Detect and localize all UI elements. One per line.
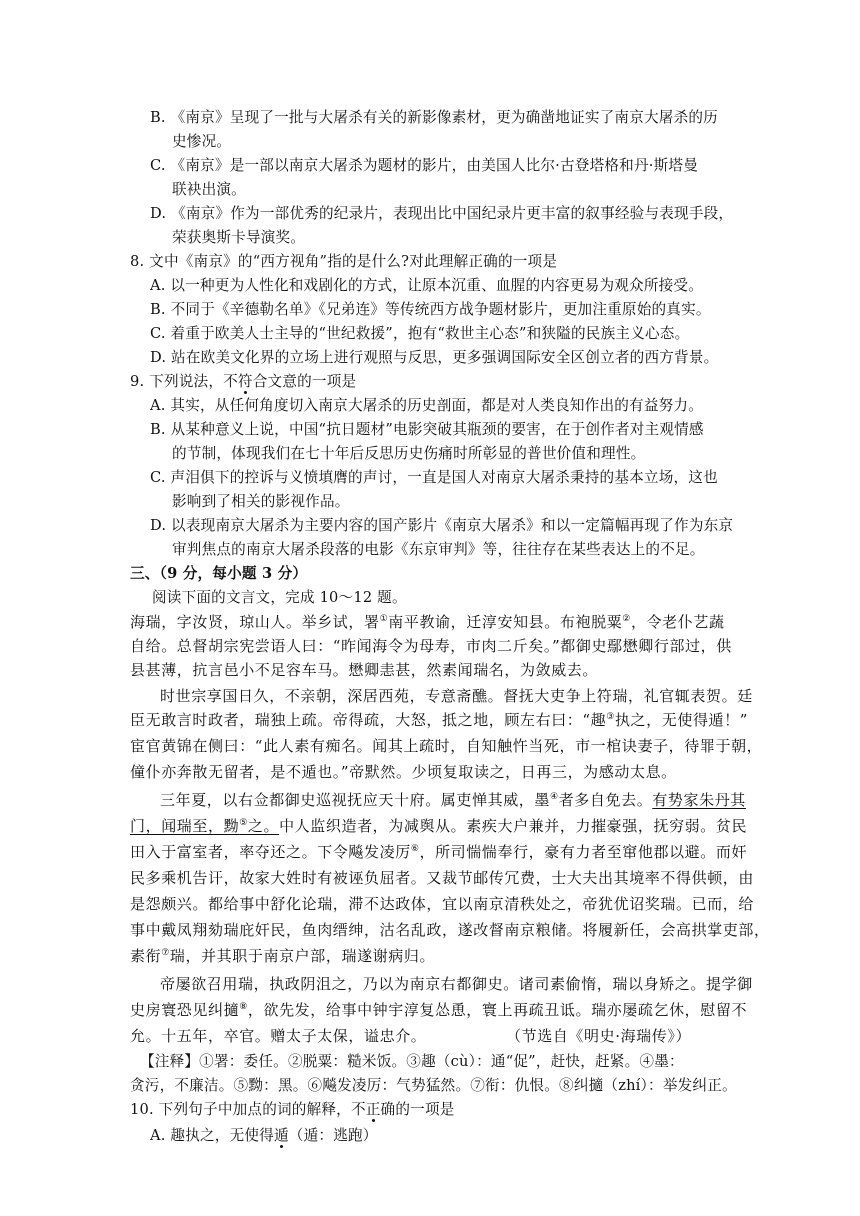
q9-option-a: A. 其实，从任何角度切入南京大屠杀的历史剖面，都是对人类良知作出的有益努力。 [150, 397, 703, 414]
passage-p3-underlined-1: 有势家朱丹其 [652, 791, 746, 809]
q8-option-b: B. 不同于《辛德勒名单》《兄弟连》等传统西方战争题材影片，更加注重原始的真实。 [150, 301, 711, 318]
q7-option-d-line1: D. 《南京》作为一部优秀的纪录片，表现出比中国纪录片更丰富的叙事经验与表现手段， [150, 205, 734, 222]
passage-p1-line1: 海瑞，字汝贤，琼山人。举乡试，署①南平教谕，迁淳安知县。布袍脱粟②，令老仆艺蔬 [130, 613, 725, 631]
passage-p3-line1 [160, 790, 746, 810]
passage-p1-line2: 自给。总督胡宗宪尝语人曰：“昨闻海令为母寿，市肉二斤矣。”都御史鄢懋卿行部过，供 [130, 637, 732, 655]
q10-option-a [150, 1126, 378, 1146]
q9-stem [130, 372, 356, 392]
section-intro: 阅读下面的文言文，完成 10～12 题。 [152, 589, 407, 606]
q8-option-c: C. 着重于欧美人士主导的“世纪救援”，抱有“救世主心态”和狭隘的民族主义心态。 [150, 325, 690, 342]
passage-p3-line5: 是怨颇兴。都给事中舒化论瑞，滞不达政体，宜以南京清秩处之，帝犹优诏奖瑞。已而，给 [130, 895, 755, 913]
q8-option-a: A. 以一种更为人性化和戏剧化的方式，让原本沉重、血腥的内容更易为观众所接受。 [150, 277, 703, 294]
passage-p3-line2-text: 中人监织造者，为减舆从。素疾大户兼并，力摧豪强，抚穷弱。贫民 [279, 817, 748, 835]
passage-p3-line3: 田入于富室者，率夺还之。下令飚发凌厉⑥，所司惴惴奉行，豪有力者至窜他郡以避。而奸 [130, 843, 748, 861]
passage-p3-underlined-2: 门，闻瑞至，黝⑤之。 [130, 817, 280, 835]
passage-p1-line3: 县甚薄，抗言邑小不足容车马。懋卿恚甚，然素闻瑞名，为敛威去。 [130, 661, 599, 679]
q9-option-c-line1: C. 声泪俱下的控诉与义愤填膺的声讨，一直是国人对南京大屠杀秉持的基本立场，这也 [150, 469, 718, 486]
q9-stem-post: 文意的一项是 [267, 373, 357, 390]
passage-p2-line2: 臣无敢言时政者，瑞独上疏。帝得疏，大怒，抵之地，顾左右曰：“趣③执之，无使得遁！” [130, 711, 749, 729]
section-heading: 三、（9 分，每小题 3 分） [130, 565, 308, 582]
q7-option-c-line1: C. 《南京》是一部以南京大屠杀为题材的影片，由美国人比尔·古登塔格和丹·斯塔曼 [150, 157, 698, 174]
q10-option-a-post: （遁：逃跑） [288, 1127, 378, 1144]
q7-option-d-line2: 荣获奥斯卡导演奖。 [172, 229, 306, 246]
passage-p3-line4: 民多乘机告讦，故家大姓时有被诬负屈者。又裁节邮传冗费，士大夫出其境率不得供顿，由 [130, 869, 755, 887]
q7-option-b-line2: 史惨况。 [172, 133, 232, 150]
passage-p3-line7: 素衔⑦瑞，并其职于南京户部，瑞遂谢病归。 [130, 947, 436, 965]
q9-option-d-line2: 审判焦点的南京大屠杀段落的电影《东京审判》等，往往存在某些表达上的不足。 [172, 541, 705, 558]
q9-option-c-line2: 影响到了相关的影视作品。 [172, 493, 350, 510]
q8-stem: 8. 文中《南京》的“西方视角”指的是什么?对此理解正确的一项是 [130, 253, 558, 270]
passage-p2-line3: 宦官黄锦在侧曰：“此人素有痴名。闻其上疏时，自知触忤当死，市一棺诀妻子，待罪于朝， [130, 737, 763, 755]
q7-option-b-line1: B. 《南京》呈现了一批与大屠杀有关的新影像素材，更为确凿地证实了南京大屠杀的历 [150, 109, 718, 126]
passage-p4-line2: 史房寰恐见纠擿⑧，欲先发，给事中钟宇淳复怂恿，寰上再疏丑诋。瑞亦屡疏乞休，慰留不 [130, 1001, 748, 1019]
notes-line1: 【注释】①署：委任。②脱粟：糙米饭。③趣（cù）：通“促”，赶快，赶紧。④墨： [140, 1053, 684, 1070]
q10-stem [130, 1100, 455, 1120]
passage-p2-line4: 僮仆亦奔散无留者，是不遁也。”帝默然。少顷复取读之，日再三，为感动太息。 [130, 763, 677, 781]
q9-stem-emphasis: 不符合 [223, 373, 268, 390]
q10-stem-post: 的一项是 [395, 1101, 455, 1118]
q9-option-b-line1: B. 从某种意义上说，中国“抗日题材”电影突破其瓶颈的要害，在于创作者对主观情感 [150, 421, 704, 438]
passage-p2-line1: 时世宗享国日久，不亲朝，深居西苑，专意斋醮。督抚大吏争上符瑞，礼官辄表贺。廷 [160, 687, 753, 705]
q7-option-c-line2: 联袂出演。 [172, 181, 246, 198]
passage-p3-line1-text: 三年夏，以右佥都御史巡视抚应天十府。属吏惮其威，墨④者多自免去。 [160, 791, 653, 809]
q9-option-b-line2: 的节制，体现我们在七十年后反思历史伤痛时所彰显的普世价值和理性。 [172, 445, 646, 462]
q10-option-a-pre: A. 趣执之，无使得 [150, 1127, 274, 1144]
q9-option-d-line1: D. 以表现南京大屠杀为主要内容的国产影片《南京大屠杀》和以一定篇幅再现了作为东京 [150, 517, 734, 534]
passage-p3-line6: 事中戴凤翔劾瑞庇奸民，鱼肉缙绅，沽名乱政，遂改督南京粮储。将履新任，会高拱掌吏部， [130, 921, 770, 939]
notes-line2: 贪污，不廉洁。⑤黝：黑。⑥飚发凌厉：气势猛然。⑦衔：仇恨。⑧纠擿（zhí）：举发纠正。 [130, 1077, 737, 1094]
passage-p4-line1: 帝屡欲召用瑞，执政阴沮之，乃以为南京右都御史。诸司素偷惰，瑞以身矫之。提学御 [160, 975, 753, 993]
q8-option-d: D. 站在欧美文化界的立场上进行观照与反思，更多强调国际安全区创立者的西方背景。 [150, 349, 719, 366]
q9-stem-pre: 9. 下列说法， [130, 373, 224, 390]
passage-source: （节选自《明史·海瑞传》） [506, 1027, 692, 1045]
passage-p4-line3: 允。十五年，卒官。赠太子太保，谥忠介。 [130, 1027, 427, 1045]
passage-p3-line2 [130, 816, 747, 836]
q10-stem-emphasis: 不正确 [350, 1101, 396, 1118]
q10-stem-pre: 10. 下列句子中加点的词的解释， [130, 1101, 351, 1118]
q10-option-a-dotted-word: 遁 [273, 1127, 289, 1144]
